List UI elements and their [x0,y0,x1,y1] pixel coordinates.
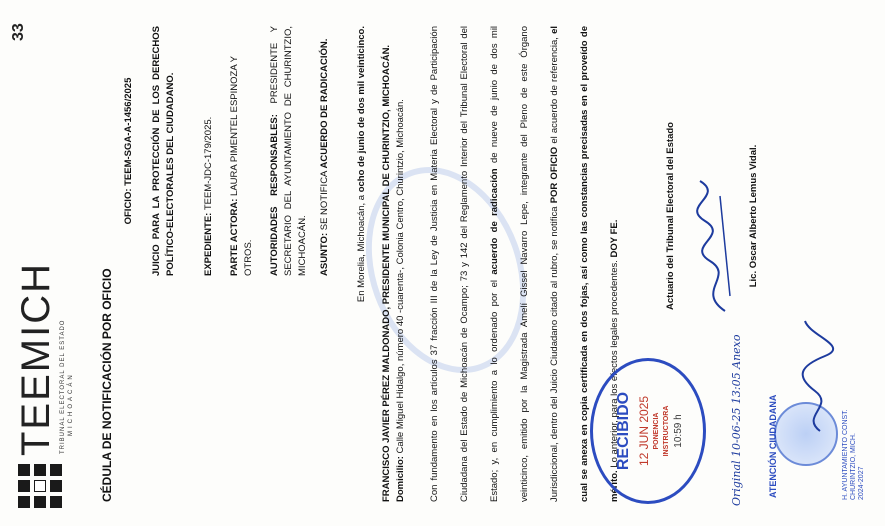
body-b2: POR OFICIO [549,146,560,204]
teemich-logo-icon [18,464,62,508]
firma-nombre: Lic. Oscar Alberto Lemus Vidal. [748,144,759,288]
destinatario-name: FRANCISCO JAVIER PÉREZ MALDONADO, PRESIDENTE MUNICIPAL DE CHURINTZIO, MICHOACÁN. [381,44,392,502]
brand-line1: TRIBUNAL ELECTORAL DEL ESTADO [60,319,66,454]
body-p4: Lo anterior, para los efectos legales procedentes. [609,260,620,468]
expediente [202,26,216,276]
recibido-stamp [590,358,706,504]
brand-line2: MICHOACÁN [68,372,74,436]
recibido-date: 12 JUN 2025 [637,395,651,467]
firma-cargo: Actuario del Tribunal Electoral del Estado [665,122,676,310]
asunto-value: ACUERDO DE RADICACIÓN. [319,38,330,169]
juicio-type: JUICIO PARA LA PROTECCIÓN DE LOS DERECHOS POLÍTICO-ELECTORALES DEL CIUDADANO. [151,26,176,276]
handwritten-note: Original 10-06-25 13:05 Anexo [730,334,743,506]
oficio-number: OFICIO: TEEM-SGA-A-1456/2025 [123,77,134,225]
parte-actora-value: LAURA PIMENTEL ESPINOZA Y OTROS. [229,56,254,276]
parte-actora [228,26,256,276]
autoridades-label: AUTORIDADES RESPONSABLES: [269,114,280,276]
fecha-pre: En Morelia, Michoacán, a [356,194,367,303]
municipal-text [842,409,866,500]
body-p1: Con fundamento en los artículos 37 fracción III de la Ley de Justicia en Materia Electoral y de Participación Ciudadana del Estado de Michoacán de Ocampo; 73 y 142 del Reglamento Interior del Tribunal Electoral del Estado; y, en cumplimiento a lo ordenado por el [429,26,500,502]
recibido-office1: PONENCIA [653,412,660,450]
recibido-office2: INSTRUCTORA [663,405,670,457]
document-title: CÉDULA DE NOTIFICACIÓN POR OFICIO [100,268,114,502]
signature-receiver-icon [790,316,840,436]
fecha [356,26,367,326]
fecha-value: ocho de junio de dos mil veinticinco. [356,26,367,193]
recibido-label: RECIBIDO [615,391,632,471]
municipal-line3: 2024-2027 [858,466,865,500]
body-b4: DOY FE. [609,219,620,258]
expediente-value: TEEM-JDC-179/2025. [203,116,214,211]
brand-name: TEEMICH [14,262,58,456]
recibido-time: 10:59 h [673,414,684,448]
destinatario [380,32,408,502]
municipal-label: ATENCIÓN CIUDADANA [768,394,778,498]
signature-actuario-icon [690,176,740,316]
asunto [318,26,332,276]
page-number: 33 [10,23,27,41]
domicilio-value: Calle Miguel Hidalgo, número 40 -cuarenta-, Colonia Centro, Churintzio, Michoacán. [395,99,406,454]
municipal-line1: H. AYUNTAMIENTO CONST. [842,409,849,500]
asunto-label: ASUNTO: [319,232,330,276]
body-p3: el acuerdo de referencia, [549,37,560,144]
expediente-label: EXPEDIENTE: [203,212,214,276]
domicilio-label: Domicilio: [395,456,406,502]
parte-actora-label: PARTE ACTORA: [229,198,240,276]
autoridades-value: PRESIDENTE Y SECRETARIO DEL AYUNTAMIENTO DE CHURINTZIO, MICHOACÁN. [269,25,308,276]
body-b1: acuerdo de radicación [489,168,500,275]
body-p2: de nueve de junio de dos mil veinticinco, emitido por la Magistrada Amelí Gissel Navarro Lepe, integrante del Pleno de este Órgano Jurisdiccional, dentro del Juicio Ciudadano citado al rubro, se notifica [489,25,560,502]
autoridades [268,26,310,276]
asunto-pre: SE NOTIFICA [319,171,330,231]
municipal-line2: CHURINTZIO, MICH. [850,433,857,500]
body-b3: el cual se anexa en copia certificada en dos fojas, así como las constancias precisadas en el proveído de mérito. [549,25,620,502]
